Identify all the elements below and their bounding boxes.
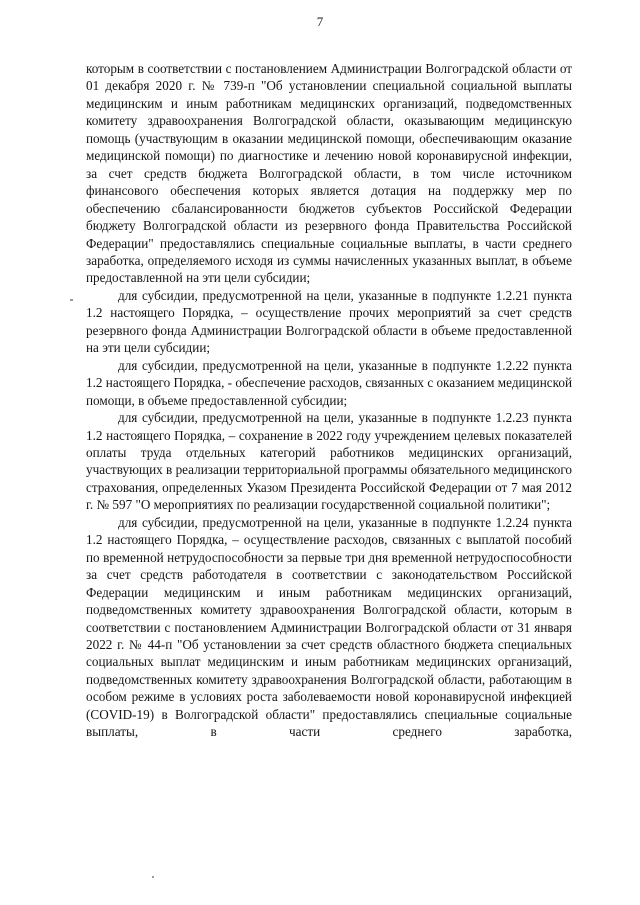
paragraph-1: которым в соответствии с постановлением Администрации Волгоградской области от 01 декабря 2020 г. № 739-п "Об установлении специальной социальной выплаты медицинским и иным работникам медицинских организаций, подведомственных комитету здравоохранения Волгоградской области, оказывающим медицинскую помощь (участвующим в оказании медицинской помощи, обеспечивающим оказание медицинской помощи) по диагностике и лечению новой коронавирусной инфекции, за счет средств бюджета Волгоградской области, в том числе источником финансового обеспечения которых является дотация на поддержку мер по обеспечению сбалансированности бюджетов субъектов Российской Федерации бюджету Волгоградской области из резервного фонда Правительства Российской Федерации" предоставлялись специальные социальные выплаты, в части среднего заработка, определяемого исходя из суммы начисленных указанных выплат, в объеме предоставленной на эти цели субсидии; <box>86 61 572 286</box>
paragraph-2: для субсидии, предусмотренной на цели, указанные в подпункте 1.2.21 пункта 1.2 настоящего Порядка, – осуществление прочих мероприятий за счет средств резервного фонда Администрации Волгоградской области в объеме предоставленной на эти цели субсидии; <box>86 287 572 356</box>
page-number: 7 <box>316 14 324 29</box>
paragraph-5: для субсидии, предусмотренной на цели, указанные в подпункте 1.2.24 пункта 1.2 настоящего Порядка, – осуществление расходов, связанных с выплатой пособий по временной нетрудоспособности за первые три дня временной нетрудоспособности за счет средств работодателя в соответствии с законодательством Российской Федерации медицинским и иным работникам медицинских организаций, подведомственных комитету здравоохранения Волгоградской области, которым в соответствии с постановлением Администрации Волгоградской области от 31 января 2022 г. № 44-п "Об установлении за счет средств областного бюджета специальных социальных выплат медицинским и иным работникам медицинских организаций, подведомственных комитету здравоохранения Волгоградской области, работающим в особом режиме в условиях роста заболеваемости новой коронавирусной инфекцией (COVID-19) в Волгоградской области" предоставлялись специальные социальные выплаты, в части среднего заработка, <box>86 514 572 740</box>
document-body <box>86 60 572 741</box>
paragraph-3: для субсидии, предусмотренной на цели, указанные в подпункте 1.2.22 пункта 1.2 настоящего Порядка, - обеспечение расходов, связанных с оказанием медицинской помощи, в объеме предоставленной субсидии; <box>86 357 572 408</box>
scan-artifact-mark <box>70 299 73 301</box>
paragraph-4: для субсидии, предусмотренной на цели, указанные в подпункте 1.2.23 пункта 1.2 настоящего Порядка, – сохранение в 2022 году учреждением целевых показателей оплаты труда отдельных категорий работников медицинских организаций, участвующих в реализации территориальной программы обязательного медицинского страхования, определенных Указом Президента Российской Федерации от 7 мая 2012 г. № 597 "О мероприятиях по реализации государственной социальной политики"; <box>86 410 572 513</box>
scan-artifact-mark <box>152 876 154 878</box>
